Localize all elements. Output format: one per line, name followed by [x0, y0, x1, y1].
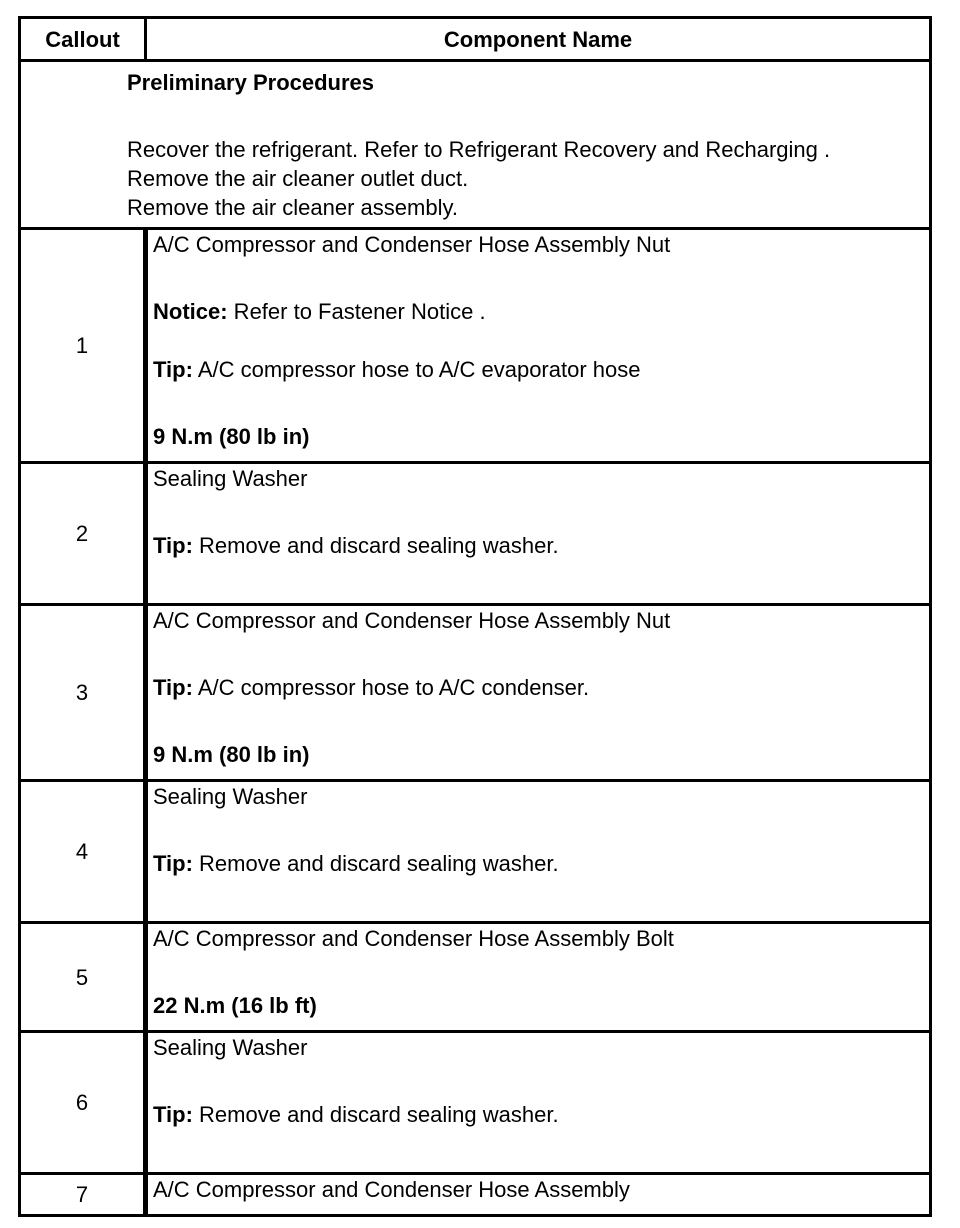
preliminary-row [20, 61, 931, 229]
callout-number: 6 [20, 1032, 146, 1174]
torque-spec: 9 N.m (80 lb in) [153, 742, 310, 767]
tip-line [153, 673, 929, 702]
preliminary-step: Remove the air cleaner assembly. [127, 195, 458, 220]
notice-text: Refer to Fastener Notice . [227, 299, 486, 324]
table-row [20, 781, 931, 923]
tip-line [153, 849, 929, 878]
tip-text: Remove and discard sealing washer. [192, 1102, 559, 1127]
notice-line [153, 297, 929, 326]
table-row [20, 1032, 931, 1174]
preliminary-cell [20, 61, 931, 229]
component-name: Sealing Washer [153, 1035, 308, 1060]
tip-text: A/C compressor hose to A/C condenser. [192, 675, 590, 700]
component-cell [146, 605, 931, 781]
table-row [20, 229, 931, 463]
tip-label: Tip: [153, 357, 193, 382]
tip-line [153, 531, 929, 560]
tip-line [153, 1100, 929, 1129]
callout-number: 7 [20, 1174, 146, 1216]
component-cell [146, 1032, 931, 1174]
component-cell [146, 923, 931, 1032]
callout-header: Callout [20, 18, 146, 61]
tip-line [153, 355, 929, 384]
component-cell [146, 781, 931, 923]
component-table [18, 16, 932, 1217]
tip-label: Tip: [153, 1102, 193, 1127]
preliminary-step: Recover the refrigerant. Refer to Refrigerant Recovery and Recharging . [127, 137, 831, 162]
component-cell [146, 229, 931, 463]
component-cell [146, 1174, 931, 1216]
preliminary-title: Preliminary Procedures [127, 70, 375, 95]
component-name: Sealing Washer [153, 784, 308, 809]
callout-number: 1 [20, 229, 146, 463]
torque-spec: 9 N.m (80 lb in) [153, 424, 310, 449]
table-row [20, 1174, 931, 1216]
component-name: A/C Compressor and Condenser Hose Assembly Nut [153, 608, 671, 633]
tip-label: Tip: [153, 851, 193, 876]
tip-label: Tip: [153, 533, 193, 558]
table-row [20, 923, 931, 1032]
torque-spec: 22 N.m (16 lb ft) [153, 993, 317, 1018]
component-name: Sealing Washer [153, 466, 308, 491]
tip-text: A/C compressor hose to A/C evaporator hose [192, 357, 641, 382]
table-row [20, 463, 931, 605]
tip-text: Remove and discard sealing washer. [192, 851, 559, 876]
component-cell [146, 463, 931, 605]
preliminary-step: Remove the air cleaner outlet duct. [127, 166, 469, 191]
component-name-header: Component Name [146, 18, 931, 61]
callout-number: 4 [20, 781, 146, 923]
callout-number: 3 [20, 605, 146, 781]
notice-label: Notice: [153, 299, 228, 324]
component-name: A/C Compressor and Condenser Hose Assembly Nut [153, 232, 671, 257]
tip-label: Tip: [153, 675, 193, 700]
component-name: A/C Compressor and Condenser Hose Assembly [153, 1177, 630, 1202]
component-name: A/C Compressor and Condenser Hose Assembly Bolt [153, 926, 674, 951]
header-row [20, 18, 931, 61]
callout-number: 2 [20, 463, 146, 605]
tip-text: Remove and discard sealing washer. [192, 533, 559, 558]
table-row [20, 605, 931, 781]
callout-number: 5 [20, 923, 146, 1032]
